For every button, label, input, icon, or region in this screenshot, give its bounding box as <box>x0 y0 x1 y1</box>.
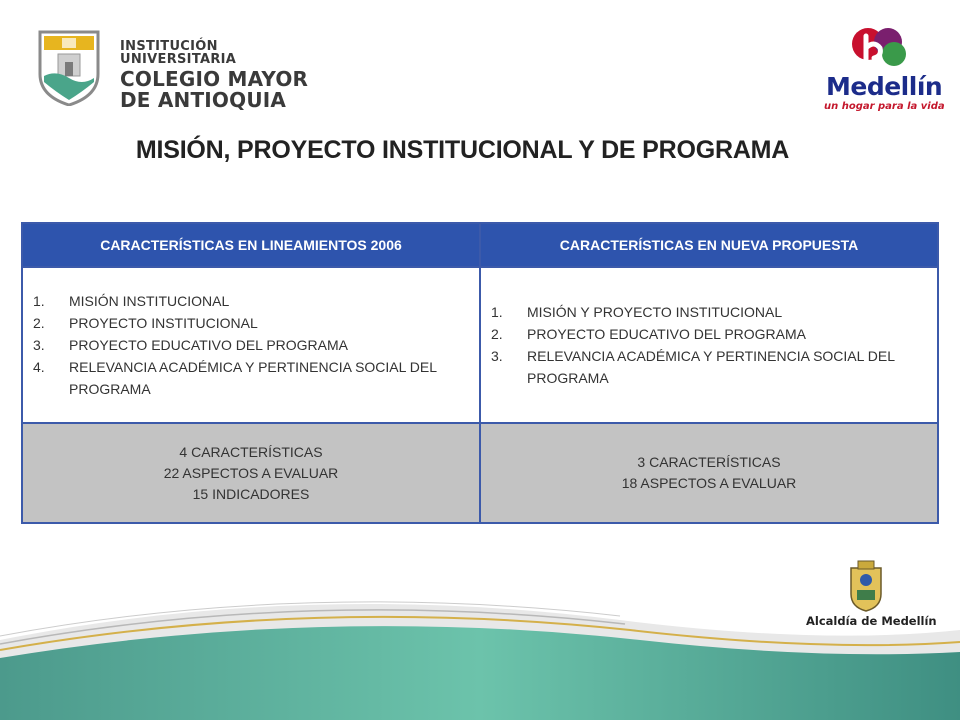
institution-shield-icon <box>36 26 102 106</box>
alcaldia-logo <box>800 560 940 634</box>
comparison-table <box>21 222 939 524</box>
page-title: MISIÓN, PROYECTO INSTITUCIONAL Y DE PROGRAMA <box>135 136 790 164</box>
left-characteristics-cell <box>22 267 480 423</box>
institution-logo <box>36 26 326 112</box>
left-characteristics-list <box>23 290 479 400</box>
list-item: RELEVANCIA ACADÉMICA Y PERTINENCIA SOCIAL DEL PROGRAMA <box>69 359 437 397</box>
medellin-heart-icon <box>848 24 912 72</box>
summary-line: 3 CARACTERÍSTICAS <box>637 454 781 470</box>
medellin-wordmark: Medellín <box>826 72 943 101</box>
summary-line: 22 ASPECTOS A EVALUAR <box>163 464 339 481</box>
institution-name <box>120 40 326 110</box>
list-item: RELEVANCIA ACADÉMICA Y PERTINENCIA SOCIAL DEL PROGRAMA <box>527 348 895 386</box>
institution-name-line1: INSTITUCIÓN UNIVERSITARIA <box>120 39 237 67</box>
right-characteristics-list <box>481 301 937 389</box>
left-summary-cell <box>22 423 480 523</box>
table-header-row <box>22 223 938 267</box>
list-item: MISIÓN INSTITUCIONAL <box>69 293 230 309</box>
institution-name-line2: COLEGIO MAYOR <box>120 67 309 91</box>
summary-line: 4 CARACTERÍSTICAS <box>179 443 323 460</box>
list-item: MISIÓN Y PROYECTO INSTITUCIONAL <box>527 304 783 320</box>
list-item: PROYECTO INSTITUCIONAL <box>69 315 258 331</box>
list-item: PROYECTO EDUCATIVO DEL PROGRAMA <box>69 337 349 353</box>
list-item: PROYECTO EDUCATIVO DEL PROGRAMA <box>527 326 807 342</box>
header-nueva-propuesta: CARACTERÍSTICAS EN NUEVA PROPUESTA <box>480 223 938 267</box>
summary-line: 18 ASPECTOS A EVALUAR <box>621 475 797 491</box>
right-characteristics-cell <box>480 267 938 423</box>
header-lineamientos-2006: CARACTERÍSTICAS EN LINEAMIENTOS 2006 <box>22 223 480 267</box>
medellin-tagline: un hogar para la vida <box>824 101 945 112</box>
table-row <box>22 423 938 523</box>
coat-of-arms-icon <box>848 560 884 612</box>
alcaldia-name: Alcaldía de Medellín <box>806 614 937 628</box>
table-row <box>22 267 938 423</box>
institution-name-line3: DE ANTIOQUIA <box>120 88 287 112</box>
summary-line: 15 INDICADORES <box>192 485 310 502</box>
medellin-logo <box>818 24 946 114</box>
right-summary-cell <box>480 423 938 523</box>
